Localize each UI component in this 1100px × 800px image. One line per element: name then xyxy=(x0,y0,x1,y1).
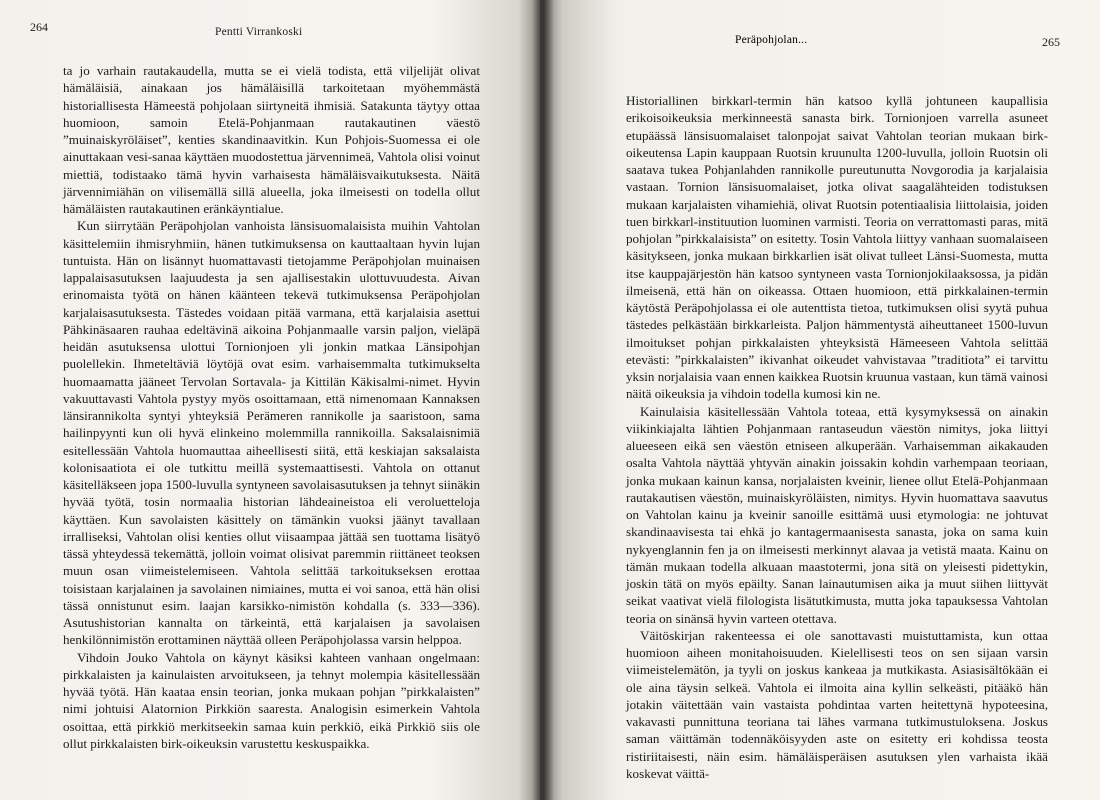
running-head-left: Pentti Virrankoski xyxy=(215,26,303,38)
paragraph: Vihdoin Jouko Vahtola on käynyt käsiksi kahteen vanhaan ongelmaan: pirkkalaisten ja kainulaisten arvoitukseen, ja tehnyt molempia käsitellessään hyvää työtä. Hän kaataa ensin teorian, jonka mukaan pohjan ”pirkkalaisten” nimi johtuisi Alatornion Pirkkiön saaresta. Analogisin esimerkein Vahtola osoittaa, että pirkkiö merkitseekin samaa kuin perkkiö, eikä Pirkkiö siis ole ollut pirkkalaisten birk-oikeuksin varustettu keskuspaikka. xyxy=(63,649,480,751)
paragraph: Historiallinen birkkarl-termin hän katsoo kyllä johtuneen kaupallisia erikoisoikeuksia merkinneestä sanasta birk. Tornionjoen varrella asuneet etupäässä länsisuomalaiset talonpojat saivat Vahtolan teorian mukaan birk-oikeutensa Lapin kauppaan Ruotsin kruunulta 1200-luvulla, jolloin Ruotsin oli saatava tukea Pohjanlahden rannikolle pureutunutta Novgorodia ja karjalaisia vastaan. Tornion länsisuomalaiset, jotka olivat saagalähteiden todistuksen mukaan karjalaisten vihamiehiä, olivat Ruotsin potentiaalisia liittolaisia, joiden tuen birkkarl-instituution luominen varmisti. Teoria on verrattomasti paras, mitä pohjolan ”pirkkalaisista” on esitetty. Tosin Vahtola liittyy vanhaan suomalaiseen käsitykseen, jonka mukaan birkkarlien isät olivat tulleet Länsi-Suomesta, mutta itse kauppajärjestön hän katsoo syntyneen vasta Tornionjokilaaksossa, ja pidän ilmeisenä, että hän on oikeassa. Ottaen huomioon, että pirkkalainen-termin käytöstä Peräpohjolassa ei ole autenttista tietoa, tutkimuksen olisi syytä puhua tästedes pelkästään birkkarleista. Paljon hämmentystä aiheuttaneet 1500-luvun ilmoitukset pohjan pirkkalaisten yhteyksistä Hämeeseen Vahtola selittää etevästi: ”pirkkalaisten” ikivanhat oikeudet vahvistavaa ”traditiota” ei tarvittu yksin norjalaisia vaan ennen kaikkea Ruotsin kruunua vastaan, kun tämä vainosi näitä oikeuksia ja vihdoin todella kumosi kin ne. xyxy=(626,93,1048,402)
running-head-right: Peräpohjolan... xyxy=(735,34,808,46)
left-page-body xyxy=(63,62,480,752)
paragraph: Kun siirrytään Peräpohjolan vanhoista länsisuomalaisista muihin Vahtolan käsittelemiin ihmisryhmiin, hänen tutkimuksensa on kauttaaltaan hyvin lujan tuntuista. Hän on lisännyt huomattavasti tietojamme Peräpohjolan muinaisen lappalaisasutuksen laajuudesta ja sen ajallisestakin ulottuvuudesta. Aivan erinomaista työtä on hänen käänteen tekevä tutkimuksensa Peräpohjolan karjalaisasutuksesta. Tästedes voidaan pitää varmana, että karjalaisia asettui Pähkinäsaaren rauhaa edeltävinä aikoina Pohjanmaalle varsin paljon, vieläpä heidän asutuksensa ulottui Tornionjoen yli jonkin matkaa Länsipohjan puolellekin. Ihmeteltäviä löytöjä ovat esim. varhaisemmalta tutkimukselta huomaamatta jääneet Tervolan Sortavala- ja Kittilän Käkisalmi-nimet. Hyvin vakuuttavasti Vahtola pystyy myös osoittamaan, että nimenomaan Kannaksen länsirannikolta syntyi yhteyksiä Perämeren rannikolle ja saaristoon, sama hailinpyynti kun oli hyvä elinkeino molemmilla rannikoilla. Saksalaisnimiä esitellessään Vahtola huomauttaa aiheellisesti siitä, että keskiajan saksalaista kolonisaatiota ei ole tutkittu meillä systemaattisesti. Vahtola on ottanut käsitelläkseen jopa 1500-luvulla syntyneen savolaisasutuksen ja tehnyt siinäkin hyvää työtä, tosin normaalia historian lähdeaineistoa eli veroluetteloja käyttäen. Kun savolaisten käsittely on tämänkin vuoksi jäänyt tavallaan irralliseksi, Vahtolan olisi kenties ollut viisaampaa jättää sen tuottama lisätyö tässä yhteydessä tekemättä, jolloin voimat olisivat paremmin riittäneet teoksen muun osan viimeistelemiseen. Vahtola selittää tarkoitukseksen erottaa toisistaan karjalainen ja savolainen nimiaines, mutta ei voi sanoa, että hän olisi tässä onnistunut esim. laajan karsikko-nimistön kohdalla (s. 333—336). Asutushistorian kannalta on tärkeintä, että karjalaisen ja savolaisen henkilönnimistön erottaminen näyttää olleen Peräpohjolassa varsin helppoa. xyxy=(63,218,480,648)
paragraph: Väitöskirjan rakenteessa ei ole sanottavasti muistuttamista, kun ottaa huomioon aiheen monitahoisuuden. Kielellisesti teos on sen sijaan varsin viimeistelemätön, ja tyyli on joskus kankeaa ja mutkikasta. Asiasisältökään ei ole aina täysin selkeä. Vahtola ei ilmoita aina kyllin selkeästi, pitääkö hän jotakin väitettään vain vastaista pohdintaa varten heitettynä hypoteesina, vakavasti punnittuna teoriana tai lähes varmana tutkimustuloksena. Joskus saman väittämän todennäköisyyden aste on esitetty eri kohdissa teosta ristiriitaisesti, näin esim. hämäläisperäisen asutuksen ylen varhaista ikää koskevat väittä- xyxy=(626,627,1048,781)
left-page xyxy=(0,0,540,800)
paragraph: ta jo varhain rautakaudella, mutta se ei vielä todista, että viljelijät olivat hämäläisiä, ainakaan jos hämäläisillä tarkoitetaan myöhemmästä historiallisesta Hämeestä pohjolaan siirtyneitä ihmisiä. Satakunta täytyy ottaa huomioon, samoin Etelä-Pohjanmaan rautakautinen väestö ”muinaiskyröläiset”, kenties skandinaavitkin. Kun Pohjois-Suomessa ei ole ainuttakaan vesi-sanaa käyttäen muodostettua järvennimeä, Vahtola olisi voinut miettiä, todistaako tämä hyvin varhaisesta hämäläisvaikutuksesta. Näitä järvennimiähän on vilisemällä sillä alueella, joka ilmeisesti on todella ollut hämäläisten rautakautinen eränkäyntialue. xyxy=(63,63,480,216)
paragraph: Kainulaisia käsitellessään Vahtola toteaa, että kysymyksessä on ainakin viikinkiajalta lähtien Pohjanmaan rantaseudun väestön nimitys, joka liittyi alueeseen eikä sen väestön etniseen alkuperään. Varhaisemman aikakauden osalta Vahtola näyttää yhtyvän ainakin joissakin kohdin varhempaan teoriaan, jonka mukaan kainun kansa, norjalaisten kveinir, lienee ollut Etelä-Pohjanmaan rautakautisen väestön, muinaiskyröläisten, nimitys. Hyvin huomattava saavutus on Vahtolan kainu ja kveinir sanoille esittämä uusi etymologia: ne johtuvat skandinaavisesta tai ehkä jo kantagermaanisesta sanasta, joka on sama kuin nykyenglannin fen ja on ilmeisesti merkinnyt alavaa ja vetistä maata. Kainu on tämän mukaan todella alkuaan maastotermi, jona sitä on yleisesti pidettykin, joskin tätä on myös epäilty. Sanan lainautumisen aika ja muut siihen liittyvät seikat vaativat vielä filologista lisätutkimusta, mutta joka tapauksessa Vahtolan teoria on sinänsä hyvin varteen otettava. xyxy=(626,403,1048,626)
right-page-body xyxy=(626,92,1048,782)
right-page xyxy=(540,0,1100,800)
page-number-right: 265 xyxy=(1042,35,1060,49)
page-number-left: 264 xyxy=(30,20,48,34)
